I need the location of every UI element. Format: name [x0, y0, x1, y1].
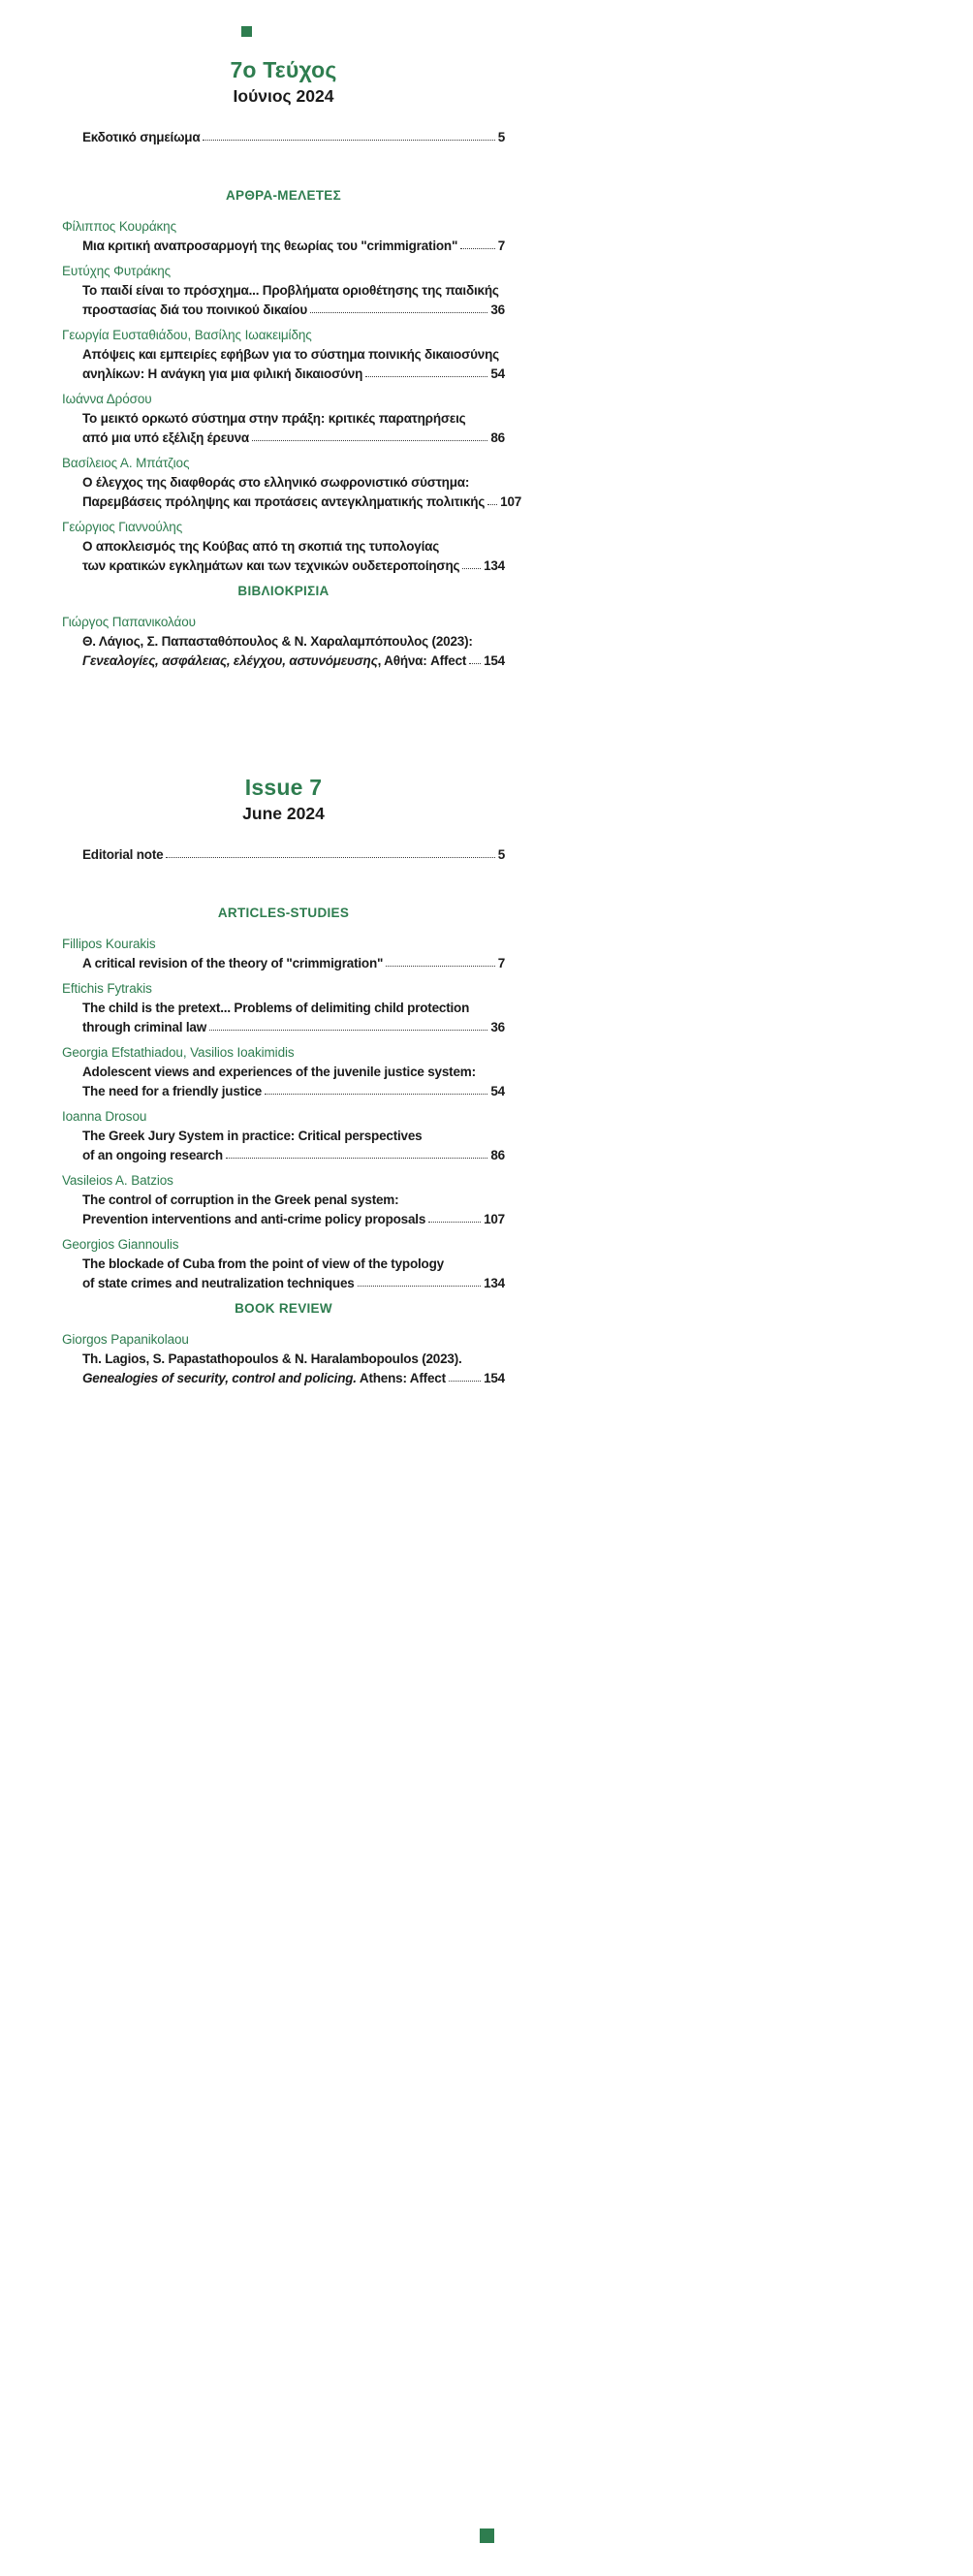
dot-leader	[209, 1030, 487, 1031]
entry-title-line	[62, 365, 505, 384]
entry-title-text	[82, 345, 499, 365]
page-number: 154	[484, 1371, 505, 1385]
editorial-row-greek	[62, 128, 505, 147]
dot-leader	[365, 376, 487, 377]
page-number: 154	[484, 653, 505, 668]
entry-title-segment: Ο αποκλεισμός της Κούβας από τη σκοπιά της τυπολογίας	[82, 539, 440, 554]
entry-title-text	[82, 281, 499, 301]
entry-title-line	[62, 493, 522, 512]
toc-entry	[62, 262, 505, 320]
entry-title-segment: The blockade of Cuba from the point of view of the typology	[82, 1256, 444, 1271]
entry-author: Ioanna Drosou	[62, 1109, 147, 1124]
entry-title-line	[62, 999, 505, 1018]
entry-author: Georgios Giannoulis	[62, 1237, 179, 1252]
entry-title-text	[82, 301, 307, 320]
entry-title-segment: , Αθήνα: Affect	[377, 653, 467, 668]
entry-title-segment: through criminal law	[82, 1020, 207, 1034]
dot-leader	[265, 1094, 487, 1095]
entry-title-line	[62, 1082, 505, 1101]
dot-leader	[203, 140, 494, 141]
entry-title-line	[62, 1063, 505, 1082]
entry-title-line	[62, 537, 505, 557]
entry-author: Βασίλειος Α. Μπάτζιος	[62, 456, 190, 470]
entry-author: Vasileios A. Batzios	[62, 1173, 173, 1188]
greek-toc-section	[62, 56, 522, 677]
editorial-row-english	[62, 845, 505, 865]
editorial-label: Editorial note	[82, 847, 164, 862]
page-number: 107	[500, 494, 522, 509]
entry-title-text	[82, 632, 473, 652]
page-number: 134	[484, 558, 505, 573]
issue-title-greek: 7ο Τεύχος	[230, 57, 337, 82]
entry-title-line	[62, 652, 505, 671]
entry-title-segment: Θ. Λάγιος, Σ. Παπασταθόπουλος & Ν. Χαραλαμπόπουλος (2023):	[82, 634, 473, 649]
entry-title-line	[62, 1146, 505, 1165]
toc-entry	[62, 1107, 505, 1165]
entry-title-text	[82, 1210, 425, 1229]
entry-title-segment: προστασίας διά του ποινικού δικαίου	[82, 302, 307, 317]
page-number: 86	[490, 1148, 505, 1162]
dot-leader	[226, 1158, 488, 1159]
entry-title-line	[62, 281, 505, 301]
entry-title-line	[62, 1369, 505, 1388]
green-square-ornament-top-icon	[241, 26, 252, 37]
entry-title-segment: ανηλίκων: Η ανάγκη για μια φιλική δικαιοσύνη	[82, 366, 363, 381]
entry-title-text	[82, 1274, 355, 1293]
dot-leader	[462, 568, 481, 569]
entry-author: Γεωργία Ευσταθιάδου, Βασίλης Ιωακειμίδης	[62, 328, 312, 342]
entry-title-line	[62, 632, 505, 652]
entry-title-text	[82, 999, 469, 1018]
entry-title-line	[62, 1018, 505, 1037]
toc-entry	[62, 454, 522, 512]
page-number: 7	[497, 239, 505, 253]
entry-author: Georgia Efstathiadou, Vasilios Ioakimidis	[62, 1045, 295, 1060]
entry-title-segment: Το μεικτό ορκωτό σύστημα στην πράξη: κριτικές παρατηρήσεις	[82, 411, 466, 426]
entry-title-text	[82, 365, 362, 384]
entry-title-line	[62, 301, 505, 320]
entry-title-text	[82, 1255, 444, 1274]
issue-title-english: Issue 7	[244, 775, 323, 800]
entry-title-segment: Ο έλεγχος της διαφθοράς στο ελληνικό σωφρονιστικό σύστημα:	[82, 475, 470, 490]
entry-title-line	[62, 1191, 505, 1210]
entry-title-line	[62, 1274, 505, 1293]
toc-entry	[62, 1043, 505, 1101]
entry-author: Γιώργος Παπανικολάου	[62, 615, 196, 629]
entry-title-text	[82, 1018, 206, 1037]
entry-title-line	[62, 345, 505, 365]
entry-title-segment: The control of corruption in the Greek penal system:	[82, 1193, 399, 1207]
entry-title-text	[82, 493, 485, 512]
english-book-entries	[62, 1330, 505, 1388]
entry-title-text	[82, 1082, 262, 1101]
entry-author: Γεώργιος Γιαννούλης	[62, 520, 183, 534]
page-number: 5	[497, 847, 505, 862]
entry-title-line	[62, 409, 505, 429]
toc-entry	[62, 613, 505, 671]
editorial-label: Εκδοτικό σημείωμα	[82, 130, 201, 144]
issue-date-english: June 2024	[242, 804, 325, 823]
entry-title-text	[82, 537, 439, 557]
page-number: 36	[490, 1020, 505, 1034]
page-number: 36	[490, 302, 505, 317]
entry-title-segment: Athens: Affect	[356, 1371, 446, 1385]
toc-entry	[62, 935, 505, 973]
dot-leader	[166, 857, 494, 858]
dot-leader	[487, 504, 497, 505]
book-review-heading-greek: ΒΙΒΛΙΟΚΡΙΣΙΑ	[237, 584, 330, 598]
entry-title-segment: The child is the pretext... Problems of delimiting child protection	[82, 1001, 470, 1015]
dot-leader	[358, 1286, 481, 1287]
toc-entry	[62, 1171, 505, 1229]
page-number: 107	[484, 1212, 505, 1226]
entry-title-line	[62, 1350, 505, 1369]
page-number: 7	[497, 956, 505, 970]
entry-title-segment: από μια υπό εξέλιξη έρευνα	[82, 430, 249, 445]
dot-leader	[386, 966, 494, 967]
entry-title-line	[62, 1210, 505, 1229]
entry-title-text	[82, 409, 466, 429]
entry-title-line	[62, 237, 505, 256]
entry-title-segment: Παρεμβάσεις πρόληψης και προτάσεις αντεγκληματικής πολιτικής	[82, 494, 486, 509]
entry-title-text	[82, 1146, 223, 1165]
toc-entry	[62, 1235, 505, 1293]
entry-title-line	[62, 557, 505, 576]
entry-author: Giorgos Papanikolaou	[62, 1332, 189, 1347]
issue-date-greek: Ιούνιος 2024	[233, 86, 334, 106]
entry-title-line	[62, 1127, 505, 1146]
entry-title-line	[62, 429, 505, 448]
entry-title-text	[82, 1063, 476, 1082]
toc-entry	[62, 217, 505, 256]
greek-book-entries	[62, 613, 505, 671]
entry-author: Φίλιππος Κουράκης	[62, 219, 177, 234]
dot-leader	[310, 312, 487, 313]
greek-entries	[62, 217, 522, 576]
entry-title-segment: of state crimes and neutralization techniques	[82, 1276, 355, 1290]
entry-title-segment: των κρατικών εγκλημάτων και των τεχνικών ουδετεροποίησης	[82, 558, 460, 573]
entry-title-text	[82, 1350, 462, 1369]
book-review-heading-english: BOOK REVIEW	[235, 1301, 332, 1316]
entry-title-segment: The need for a friendly justice	[82, 1084, 263, 1098]
page-number: 54	[490, 366, 505, 381]
page-number: 86	[490, 430, 505, 445]
green-square-ornament-bottom-icon	[480, 2528, 494, 2543]
entry-title-segment: A critical revision of the theory of "crimmigration"	[82, 956, 384, 970]
dot-leader	[449, 1381, 481, 1382]
entry-title-text	[82, 557, 459, 576]
dot-leader	[252, 440, 487, 441]
entry-title-text	[82, 652, 466, 671]
entry-title-text	[82, 237, 457, 256]
dot-leader	[460, 248, 495, 249]
entry-title-text	[82, 429, 249, 448]
entry-title-segment: of an ongoing research	[82, 1148, 223, 1162]
entry-title-text	[82, 1369, 446, 1388]
entry-title-line	[62, 473, 505, 493]
entry-title-line	[62, 954, 505, 973]
toc-entry	[62, 1330, 505, 1388]
entry-title-segment: The Greek Jury System in practice: Critical perspectives	[82, 1129, 423, 1143]
dot-leader	[469, 663, 481, 664]
entry-title-line	[62, 1255, 505, 1274]
entry-title-text	[82, 1191, 398, 1210]
toc-entry	[62, 390, 505, 448]
entry-title-segment: Th. Lagios, S. Papastathopoulos & N. Haralambopoulos (2023).	[82, 1352, 462, 1366]
page-number: 54	[490, 1084, 505, 1098]
entry-author: Ευτύχης Φυτράκης	[62, 264, 172, 278]
articles-heading-greek: ΑΡΘΡΑ-ΜΕΛΕΤΕΣ	[225, 188, 341, 203]
entry-title-text	[82, 1127, 422, 1146]
entry-author: Ιωάννα Δρόσου	[62, 392, 152, 406]
entry-title-segment: Adolescent views and experiences of the juvenile justice system:	[82, 1065, 476, 1079]
english-toc-section	[62, 774, 505, 1394]
entry-title-italic-segment: Genealogies of security, control and policing.	[82, 1371, 357, 1385]
entry-title-segment: Μια κριτική αναπροσαρμογή της θεωρίας του "crimmigration"	[82, 239, 458, 253]
english-entries	[62, 935, 505, 1293]
toc-entry	[62, 326, 505, 384]
entry-title-segment: Απόψεις και εμπειρίες εφήβων για το σύστημα ποινικής δικαιοσύνης	[82, 347, 499, 362]
entry-author: Fillipos Kourakis	[62, 937, 156, 951]
entry-title-text	[82, 954, 383, 973]
dot-leader	[428, 1222, 481, 1223]
page-number: 5	[497, 130, 505, 144]
entry-title-italic-segment: Γενεαλογίες, ασφάλειας, ελέγχου, αστυνόμευσης	[82, 653, 378, 668]
toc-entry	[62, 518, 505, 576]
entry-author: Eftichis Fytrakis	[62, 981, 152, 996]
entry-title-segment: Το παιδί είναι το πρόσχημα... Προβλήματα οριοθέτησης της παιδικής	[82, 283, 499, 298]
page-number: 134	[484, 1276, 505, 1290]
articles-heading-english: ARTICLES-STUDIES	[217, 906, 350, 920]
entry-title-text	[82, 473, 469, 493]
toc-entry	[62, 979, 505, 1037]
entry-title-segment: Prevention interventions and anti-crime policy proposals	[82, 1212, 426, 1226]
